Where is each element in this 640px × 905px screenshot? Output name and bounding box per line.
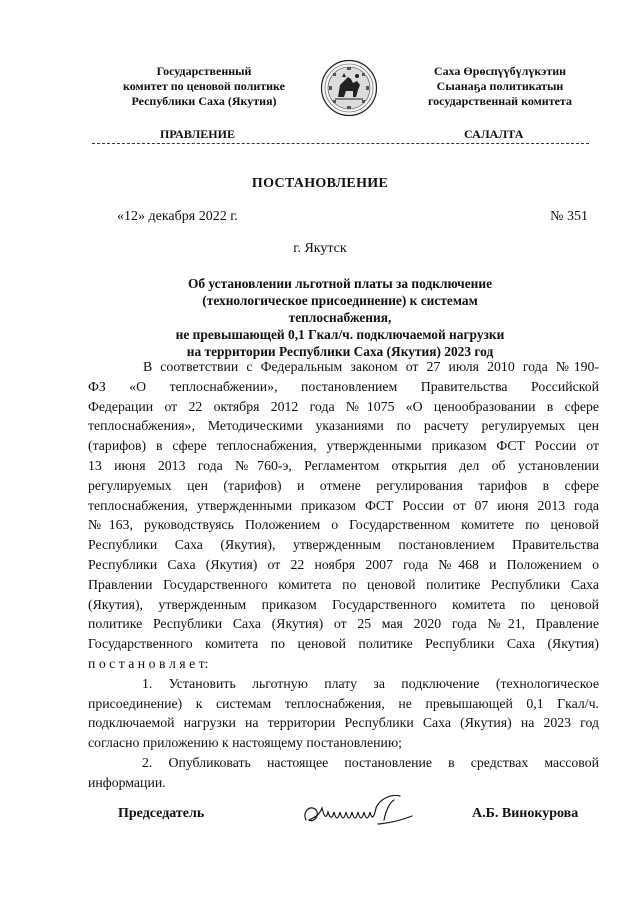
title-line: Об установлении льготной платы за подключение — [187, 276, 493, 291]
body-line: теплоснабжения, утвержденными приказом ФСТ России от 07 июня 2013 года — [88, 497, 599, 513]
document-number: № 351 — [550, 209, 588, 224]
body-line: (тарифов) в сфере теплоснабжения, утвержденными приказом ФСТ России от — [88, 438, 599, 454]
body-line: 2. Опубликовать настоящее постановление в средствах массовой — [142, 754, 599, 770]
body-line: Республики Саха (Якутия) от 22 ноября 2007 года №468 и Положением о — [88, 556, 599, 572]
body-line: присоединение) к системам теплоснабжения, не превышающей 0,1 Гкал/ч. — [88, 695, 599, 711]
body-line: п о с т а н о в л я е т: — [88, 655, 209, 671]
document-title — [150, 275, 530, 360]
body-line: 13 июня 2013 года №760-э, Регламентом открытия дел об установлении — [88, 457, 599, 473]
header-right-line: Саха Өрөспүүбүлүкэтин — [433, 64, 567, 78]
body-line: согласно приложению к настоящему постановлению; — [88, 735, 402, 751]
body-line: ФЗ «О теплоснабжении», постановлением Правительства Российской — [88, 378, 599, 394]
title-line: не превышающей 0,1 Гкал/ч. подключаемой нагрузки — [175, 327, 505, 342]
signatory-name: А.Б. Винокурова — [472, 806, 579, 821]
handwritten-signature — [300, 790, 420, 834]
body-line: 1. Установить льготную плату за подключение (технологическое — [142, 675, 599, 691]
header-divider — [92, 143, 589, 144]
header-right-block — [400, 64, 600, 109]
body-line: (Якутия), утвержденным приказом Государственного комитета по ценовой — [88, 596, 599, 612]
body-line: теплоснабжения», Методическими указаниями по расчету регулируемых цен — [88, 418, 599, 434]
header-left-block — [88, 64, 320, 109]
title-line: на территории Республики Саха (Якутия) 2023 год — [186, 344, 494, 359]
body-line: №163, руководствуясь Положением о Государственном комитете по ценовой — [88, 517, 599, 533]
header-left-line: Республики Саха (Якутия) — [131, 94, 277, 108]
document-city: г. Якутск — [293, 241, 347, 256]
body-line: В соответствии с Федеральным законом от 27 июля 2010 года №190- — [143, 359, 599, 374]
document-date: «12» декабря 2022 г. — [117, 209, 238, 224]
body-line: Республики Саха (Якутия), утвержденным постановлением Правительства — [88, 537, 599, 553]
body-line: подключаемой нагрузки на территории Республики Саха (Якутия) на 2023 год — [88, 715, 599, 731]
department-label-left: ПРАВЛЕНИЕ — [160, 127, 235, 141]
header-left-line: комитет по ценовой политике — [123, 79, 285, 93]
body-line: политике Республики Саха (Якутия) от 25 мая 2020 года №21, Правление — [88, 616, 599, 632]
signatory-title: Председатель — [118, 806, 205, 821]
body-line: информации. — [88, 774, 166, 790]
body-line: Федерации от 22 октября 2012 года №1075 «О ценообразовании в сфере — [88, 398, 599, 414]
header-left-line: Государственный — [156, 64, 252, 78]
department-label-right: САЛАЛТА — [464, 127, 524, 141]
document-type: ПОСТАНОВЛЕНИЕ — [251, 176, 389, 191]
coat-of-arms-icon — [320, 59, 378, 117]
title-line: (технологическое присоединение) к системам теплоснабжения, — [202, 293, 478, 325]
body-line: Государственного комитета по ценовой политике Республики Саха (Якутия) — [88, 636, 599, 652]
body-line: регулируемых цен (тарифов) и отмене регулирования тарифов в сфере — [88, 477, 599, 493]
body-line: Правлении Государственного комитета по ценовой политике Республики Саха — [88, 576, 599, 592]
document-body — [88, 357, 599, 793]
header-right-line: Сыанаҕа политикатын — [436, 79, 564, 93]
header-right-line: государственнай комитета — [428, 94, 572, 108]
